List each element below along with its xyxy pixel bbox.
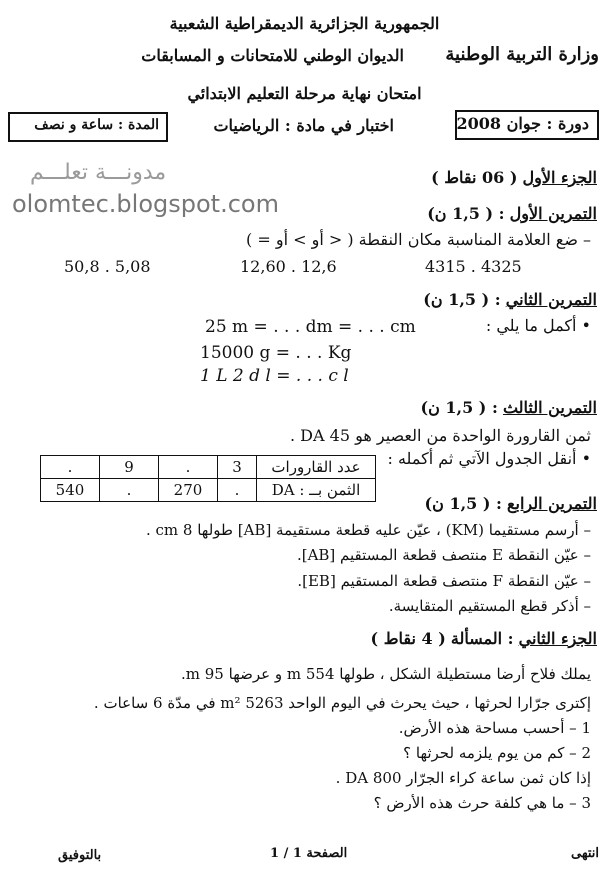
- ex2-heading: [423, 290, 597, 309]
- table-cell: .: [100, 479, 159, 502]
- ex1-points: : ( 1,5 ن): [427, 204, 505, 223]
- ex2-line1: 25 m = . . . dm = . . . cm: [205, 317, 416, 337]
- ex1-title: التمرين الأول: [509, 204, 597, 223]
- ex4-item: – عيّن النقطة F منتصف قطعة المستقيم [EB].: [297, 572, 591, 590]
- watermark-arabic: مدونـــة تعلـــم: [30, 160, 167, 185]
- price-table: [40, 455, 376, 502]
- ex2-instruction: • أكمل ما يلي :: [485, 316, 591, 335]
- table-cell: .: [218, 479, 257, 502]
- part2-subtitle: : المسألة: [450, 629, 514, 648]
- republic-title: الجمهورية الجزائرية الديمقراطية الشعبية: [169, 14, 440, 33]
- subject-label: اختبار في مادة : الرياضيات: [213, 116, 394, 135]
- ex1-instruction: – ضع العلامة المناسبة مكان النقطة ( < أو > أو = ): [246, 230, 591, 249]
- ex4-item: – أذكر قطع المستقيم المتقايسة.: [388, 597, 591, 615]
- problem-line: 1 – أحسب مساحة هذه الأرض.: [398, 719, 591, 737]
- ex1-pair1: 4315 . 4325: [425, 257, 522, 276]
- ex1-pair2: 12,60 . 12,6: [240, 257, 337, 276]
- part2-heading: [371, 629, 597, 648]
- table-cell: 270: [159, 479, 218, 502]
- session-label: دورة : جوان 2008: [456, 114, 589, 133]
- ex3-line2: • أنقل الجدول الآتي ثم أكمله :: [387, 449, 591, 468]
- part1-heading: [431, 168, 597, 187]
- ex1-pair3: 50,8 . 5,08: [64, 257, 151, 276]
- ex4-title: التمرين الرابع: [507, 494, 597, 513]
- problem-line: إكترى جرّارا لحرثها ، حيث يحرث في اليوم الواحد 5263 m² في مدّة 6 ساعات .: [93, 694, 591, 712]
- ex2-line3: 1 L 2 d l = . . . c l: [200, 366, 349, 386]
- part2-points: ( 4 نقاط ): [370, 629, 446, 648]
- ex2-title: التمرين الثاني: [505, 290, 597, 309]
- duration-label: المدة : ساعة و نصف: [34, 117, 159, 133]
- watermark-url: olomtec.blogspot.com: [12, 190, 279, 218]
- problem-line: 2 – كم من يوم يلزمه لحرثها ؟: [403, 744, 591, 762]
- problem-line: 3 – ما هي كلفة حرث هذه الأرض ؟: [373, 794, 591, 812]
- footer-end: انتهى: [571, 846, 599, 861]
- table-header-cell: عدد القارورات: [257, 456, 376, 479]
- table-row: [41, 456, 376, 479]
- ex3-points: : ( 1,5 ن): [420, 398, 498, 417]
- ex3-title: التمرين الثالث: [502, 398, 597, 417]
- ex4-item: – عيّن النقطة E منتصف قطعة المستقيم [AB].: [296, 546, 591, 564]
- ex3-heading: [421, 398, 598, 417]
- table-cell: .: [159, 456, 218, 479]
- table-cell: 9: [100, 456, 159, 479]
- table-row: [41, 479, 376, 502]
- table-cell: 3: [218, 456, 257, 479]
- table-header-cell: الثمن بــ : DA: [257, 479, 376, 502]
- part2-title: الجزء الثاني: [518, 629, 597, 648]
- ex2-points: : ( 1,5 ن): [423, 290, 501, 309]
- part1-points: ( 06 نقاط ): [431, 168, 518, 187]
- ex3-line1: ثمن القارورة الواحدة من العصير هو 45 DA .: [290, 426, 591, 445]
- problem-line: إذا كان ثمن ساعة كراء الجرّار 800 DA .: [335, 769, 591, 787]
- ex4-points: : ( 1,5 ن): [424, 494, 502, 513]
- ex4-heading: [425, 494, 597, 513]
- footer-luck: بالتوفيق: [58, 848, 102, 863]
- ex2-line2: 15000 g = . . . Kg: [200, 343, 352, 363]
- ministry-name: وزارة التربية الوطنية: [445, 44, 599, 65]
- table-cell: .: [41, 456, 100, 479]
- footer-page: الصفحة 1 / 1: [270, 846, 348, 861]
- exam-title: امتحان نهاية مرحلة التعليم الابتدائي: [187, 84, 422, 103]
- problem-line: يملك فلاح أرضا مستطيلة الشكل ، طولها 554 m و عرضها 95 m.: [180, 665, 591, 683]
- ex1-heading: [427, 204, 597, 223]
- part1-title: الجزء الأول: [522, 168, 597, 187]
- ex4-item: – أرسم مستقيما (KM) ، عيّن عليه قطعة مستقيمة [AB] طولها 8 cm .: [145, 521, 591, 539]
- table-cell: 540: [41, 479, 100, 502]
- office-name: الديوان الوطني للامتحانات و المسابقات: [141, 46, 404, 65]
